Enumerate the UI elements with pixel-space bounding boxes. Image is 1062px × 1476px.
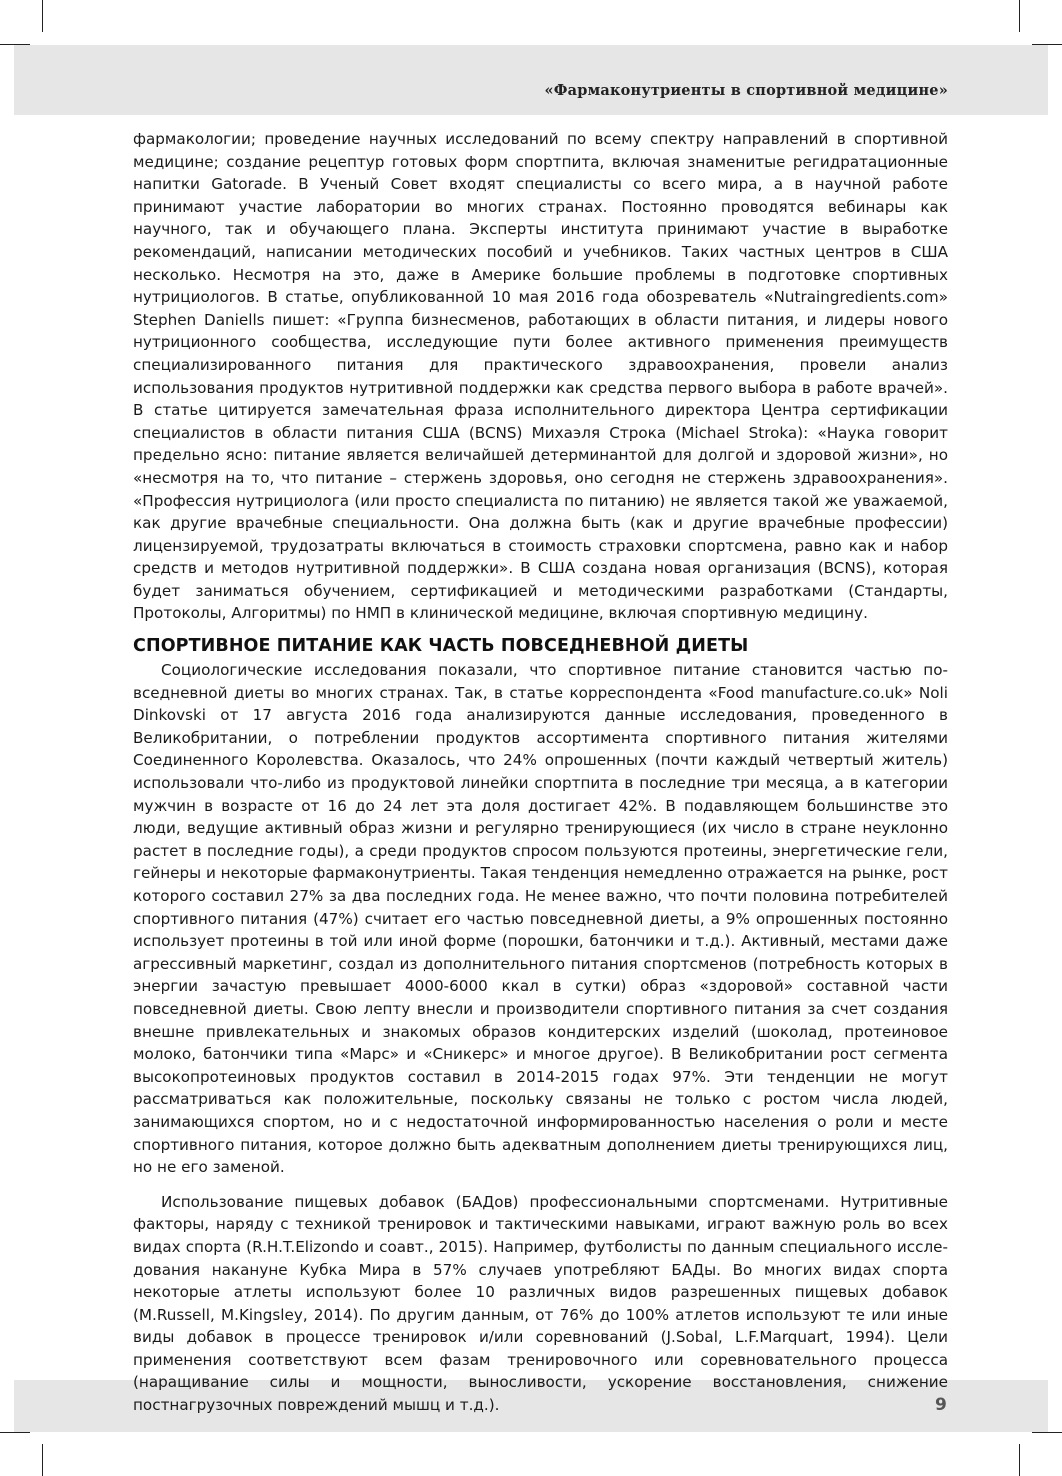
crop-mark	[42, 0, 43, 32]
section-heading: СПОРТИВНОЕ ПИТАНИЕ КАК ЧАСТЬ ПОВСЕДНЕВНОЙ ДИЕТЫ	[133, 636, 749, 657]
crop-mark	[0, 1432, 30, 1433]
crop-mark	[1019, 1444, 1020, 1476]
crop-mark	[1032, 44, 1062, 45]
body-paragraph: фармакологии; проведение научных исследований по всему спектру направлений в спортивной медицине; создание рецептур готовых форм спортпита, включая знаменитые регидратационные напитки Gatorade. В Ученый Совет входят специалисты со всего мира, а в научной работе принимают участие лаборатории во многих странах. Постоянно проводятся вебинары как научного, так и обучающего плана. Эксперты института принимают участие в выработке рекомендаций, написании методических пособий и учебников. Таких частных центров в США несколько. Несмотря на это, даже в Америке большие проблемы в подготовке спортивных нутрициологов. В статье, опубликованной 10 мая 2016 года обозреватель «Nutraingredients.com» Stephen Daniells пишет: «Группа бизнесменов, работающих в области питания, и лидеры нового нутриционного сообщества, исследующие пути более активного применения преимуществ специализированного питания для практического здравоохранения, провели анализ использования продуктов нутритивной поддержки как средства первого выбора в работе врачей». В статье цитируется замечательная фраза исполнительного директора Центра сертификации специалистов в области питания США (BCNS) Михаэля Строка (Michael Stroka): «Наука говорит предельно ясно: питание является величайшей детерминантой для долгой и здоровой жизни», но «несмотря на то, что питание – стержень здоровья, оно сегодня не стержень здравоохранения». «Профессия нутрициолога (или просто специалиста по питанию) не является такой же уважаемой, как другие врачебные специальности. Она должна быть (как и другие врачебные профессии) лицензируемой, трудозатраты включаться в стоимость страховки спортсмена, равно как и набор средств и методов нутритивной поддержки». В США создана новая организация (BCNS), которая будет заниматься обучением, сертификацией и методическими разработками (Стандарты, Протоколы, Алгоритмы) по НМП в клинической медицине, включая спортивную медицину.	[133, 130, 948, 623]
header-band	[14, 45, 1048, 115]
page-body	[133, 128, 948, 1417]
crop-mark	[42, 1444, 43, 1476]
running-title: «Фармаконутриенты в спортивной медицине»	[544, 82, 948, 99]
page-number: 9	[935, 1395, 947, 1415]
crop-mark	[1019, 0, 1020, 32]
crop-mark	[0, 44, 30, 45]
body-paragraph: Использование пищевых добавок (БАДов) профессиональными спортсменами. Нутритивные факторы, наряду с техникой тренировок и тактическими навыками, играют важную роль во всех видах спорта (R.H.T.Elizondo и соавт., 2015). Например, футболисты по данным специального исследования накануне Кубка Мира в 57% случаев употребляют БАДы. Во многих видах спорта некоторые атлеты используют более 10 различных видов разрешенных пищевых добавок (M.Russell, M.Kingsley, 2014). По другим данным, от 76% до 100% атлетов используют те или иные виды добавок в процессе тренировок и/или соревнований (J.Sobal, L.F.Marquart, 1994). Цели применения соответствуют всем фазам тренировочного или соревновательного процесса (наращивание силы и мощности, выносливости, ускорение восстановления, снижение постнагрузочных повреждений мышц и т.д.).	[133, 1192, 948, 1415]
body-paragraph: Социологические исследования показали, что спортивное питание становится частью повседневной диеты во многих странах. Так, в статье корреспондента «Food manufacture.co.uk» Noli Dinkovski от 17 августа 2016 года анализируются данные исследования, проведенного в Великобритании, о потреблении продуктов ассортимента спортивного питания жителями Соединенного Королевства. Оказалось, что 24% опрошенных (почти каждый четвертый житель) использовали что-либо из продуктовой линейки спортпита в последние три месяца, а в категории мужчин в возрасте от 16 до 24 лет эта доля достигает 42%. В подавляющем большинстве это люди, ведущие активный образ жизни и регулярно тренирующиеся (их число в стране неуклонно растет в последние годы), а среди продуктов спросом пользуются протеины, энергетические гели, гейнеры и некоторые фармаконутриенты. Такая тенденция немедленно отражается на рынке, рост которого составил 27% за два последних года. Не менее важно, что почти половина потребителей спортивного питания (47%) считает его частью повседневной диеты, а 9% опрошенных постоянно использует протеины в той или иной форме (порошки, батончики и т.д.). Активный, местами даже агрессивный маркетинг, создал из дополнительного питания спортсменов (потребность которых в энергии зачастую превышает 4000-6000 ккал в сутки) образ «здоровой» составной части повседневной диеты. Свою лепту внесли и производители спортивного питания за счет создания внешне привлекательных и знакомых образов кондитерских изделий (шоколад, протеиновое молоко, батончики типа «Марс» и «Сникерс» и многое другое). В Великобритании рост сегмента высокопротеиновых продуктов составил в 2014-2015 годах 97%. Эти тенденции не могут рассматриваться как положительные, поскольку связаны не только с ростом числа людей, занимающихся спортом, но и с недостаточной информированностью населения о роли и месте спортивного питания, которое должно быть адекватным дополнением диеты тренирующихся лиц, но не его заменой.	[133, 661, 948, 1177]
crop-mark	[1032, 1432, 1062, 1433]
